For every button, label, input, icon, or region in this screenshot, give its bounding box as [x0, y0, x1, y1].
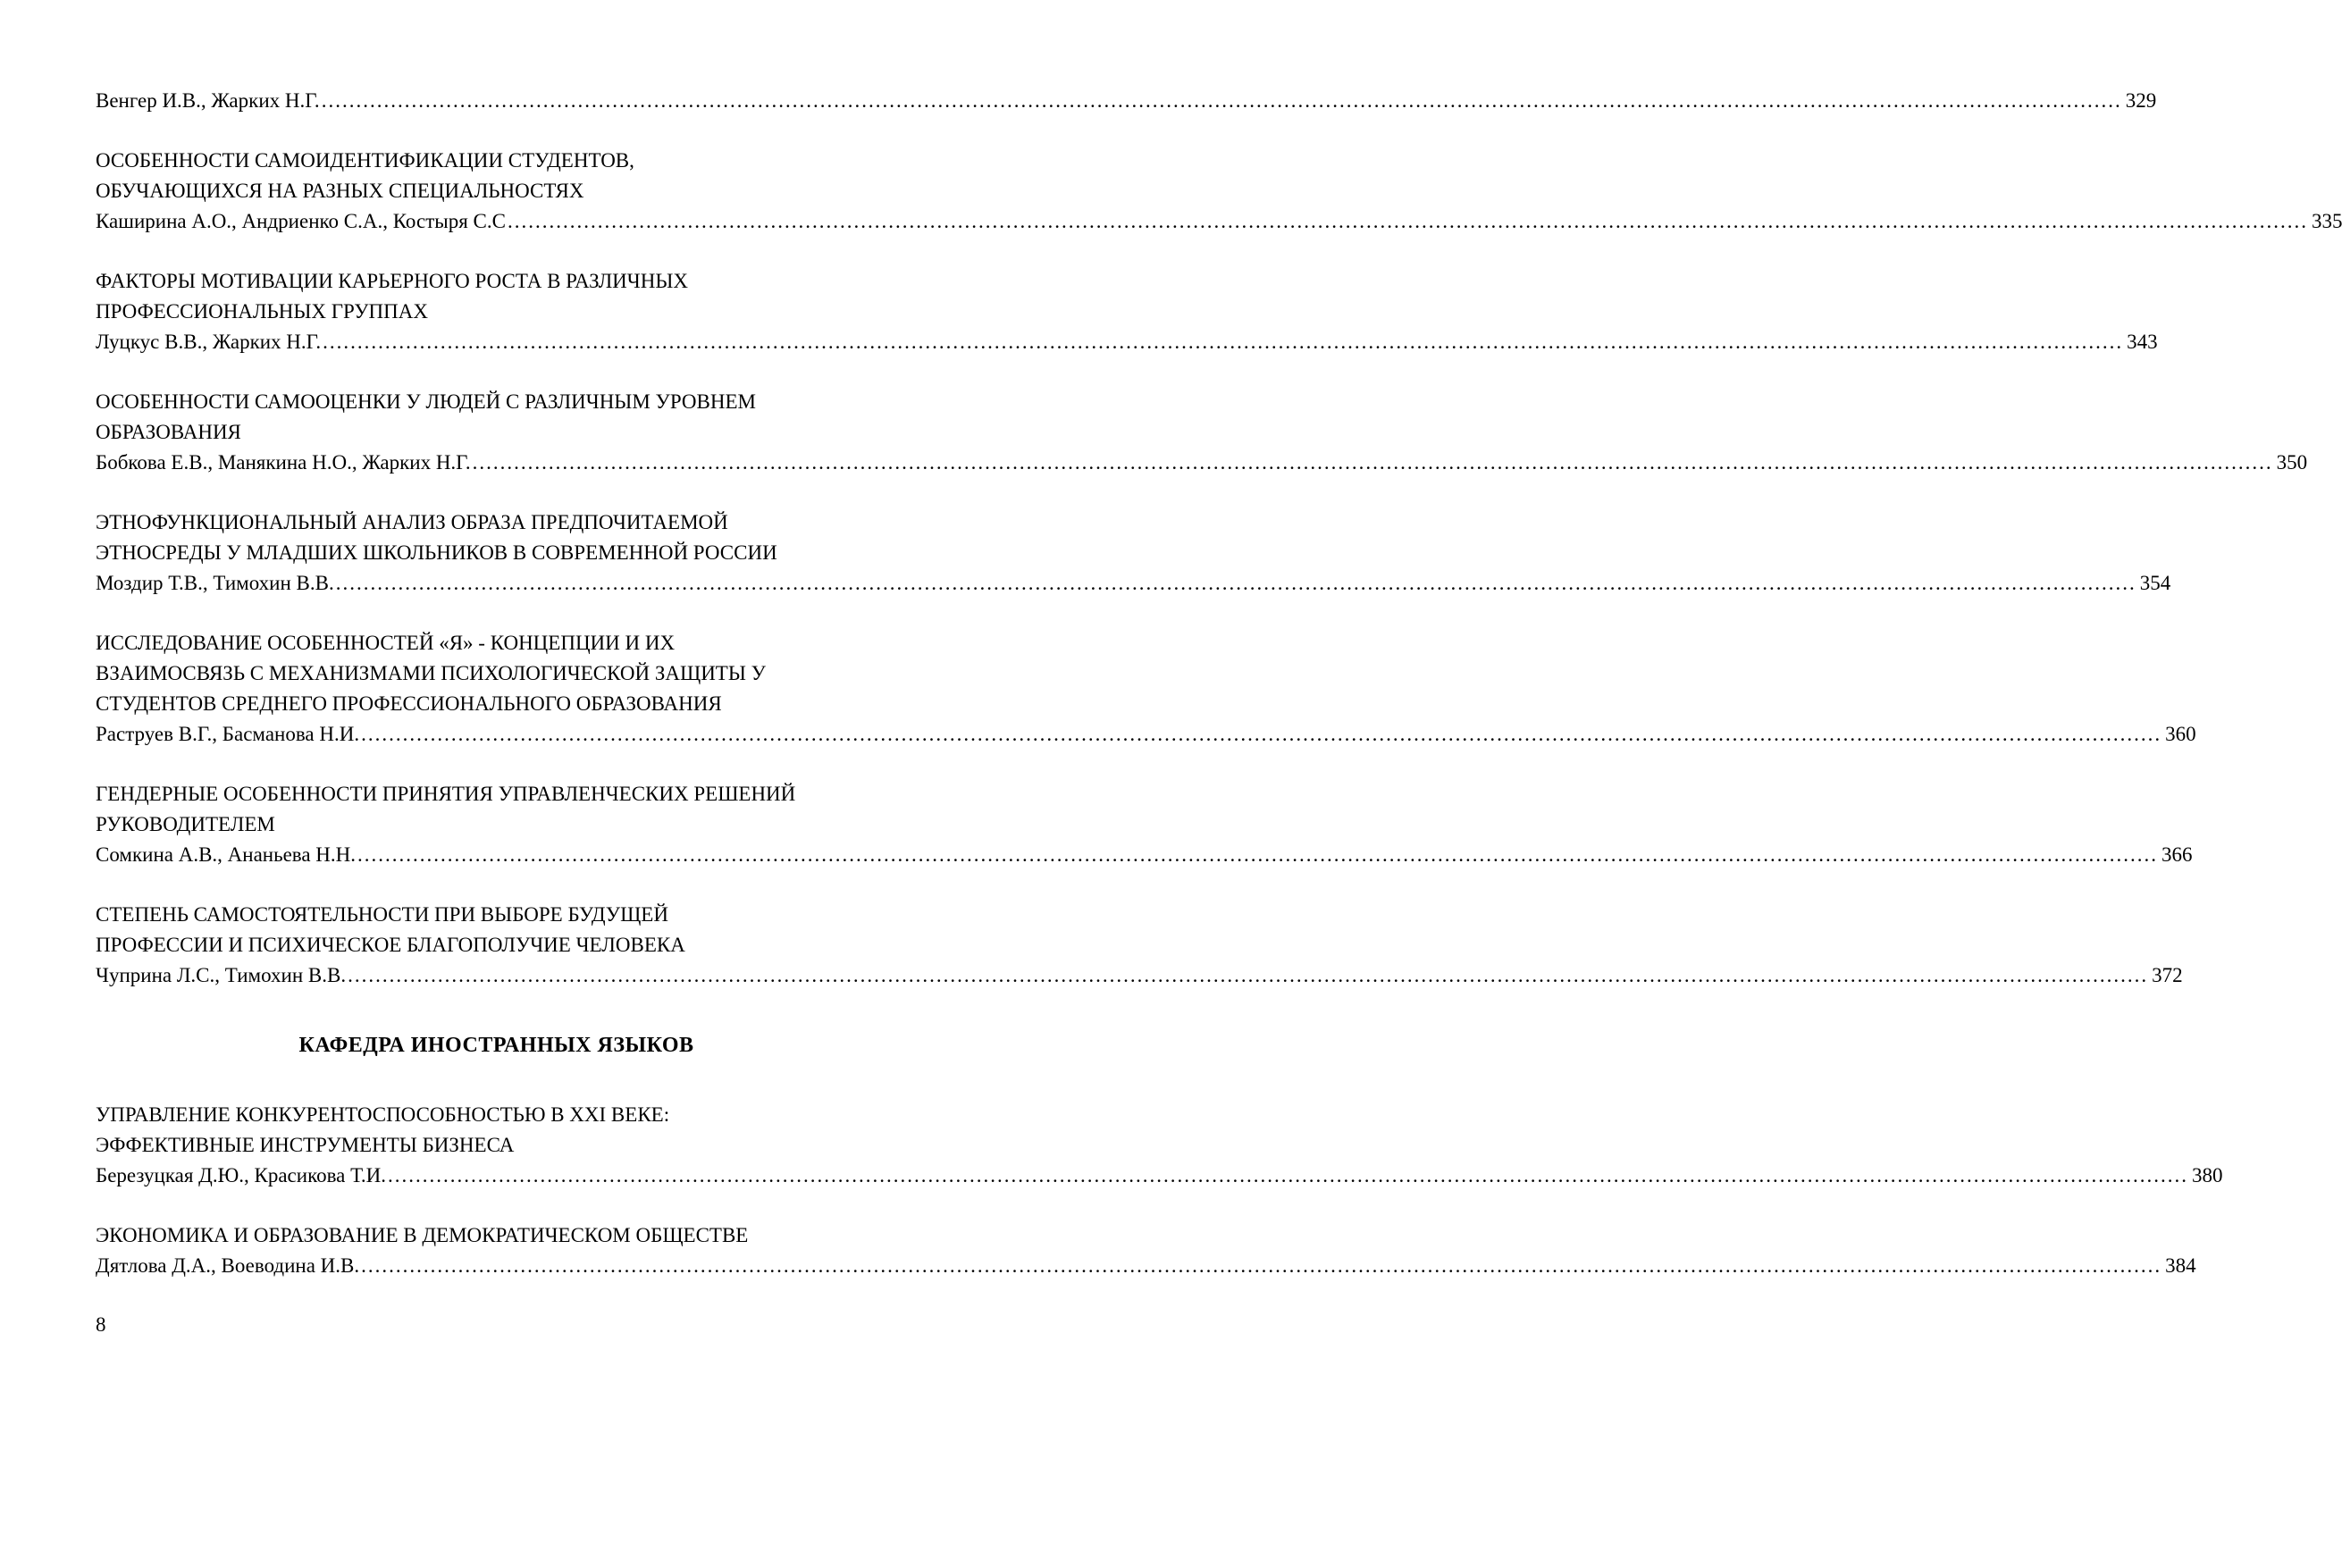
entry-title: ГЕНДЕРНЫЕ ОСОБЕННОСТИ ПРИНЯТИЯ УПРАВЛЕНЧЕСКИХ РЕШЕНИЙ РУКОВОДИТЕЛЕМ [96, 783, 796, 835]
entry-authors-line [96, 960, 2183, 991]
entry-page-number: 343 [2127, 331, 2158, 353]
toc-entry [96, 146, 2342, 237]
entry-authors-line [96, 568, 2171, 599]
entry-authors-line [96, 206, 2342, 237]
entry-authors: Луцкус В.В., Жарких Н.Г. [96, 331, 322, 353]
toc-entry [96, 266, 2158, 357]
leader-dots: .................................................................................................................................................................................................................................................................... [357, 843, 2159, 866]
leader-dots: .................................................................................................................................................................................................................................................................... [472, 451, 2273, 474]
entry-page-number: 335 [2311, 210, 2342, 232]
leader-dots: .................................................................................................................................................................................................................................................................... [335, 572, 2136, 594]
toc-entry [96, 507, 2171, 599]
entry-authors: Дятлова Д.А., Воеводина И.В. [96, 1254, 360, 1277]
leader-dots: .................................................................................................................................................................................................................................................................... [323, 331, 2124, 353]
entry-page-number: 350 [2276, 451, 2308, 474]
entry-title: ЭКОНОМИКА И ОБРАЗОВАНИЕ В ДЕМОКРАТИЧЕСКОМ ОБЩЕСТВЕ [96, 1224, 749, 1246]
toc-entry [96, 900, 2183, 991]
entry-authors-line [96, 448, 2308, 478]
leader-dots: .................................................................................................................................................................................................................................................................... [387, 1164, 2188, 1186]
leader-dots: .................................................................................................................................................................................................................................................................... [507, 210, 2308, 232]
entry-title: УПРАВЛЕНИЕ КОНКУРЕНТОСПОСОБНОСТЬЮ В XXI ВЕКЕ: ЭФФЕКТИВНЫЕ ИНСТРУМЕНТЫ БИЗНЕСА [96, 1103, 670, 1156]
toc-entry [96, 86, 2157, 116]
entry-title: ИССЛЕДОВАНИЕ ОСОБЕННОСТЕЙ «Я» - КОНЦЕПЦИИ И ИХ ВЗАИМОСВЯЗЬ С МЕХАНИЗМАМИ ПСИХОЛОГИЧЕСКОЙ ЗАЩИТЫ У СТУДЕНТОВ СРЕДНЕГО ПРОФЕССИОНАЛЬНОГО ОБРАЗОВАНИЯ [96, 632, 766, 715]
entry-title: СТЕПЕНЬ САМОСТОЯТЕЛЬНОСТИ ПРИ ВЫБОРЕ БУДУЩЕЙ ПРОФЕССИИ И ПСИХИЧЕСКОЕ БЛАГОПОЛУЧИЕ ЧЕЛОВЕКА [96, 903, 685, 956]
entry-page-number: 329 [2125, 89, 2157, 112]
entry-page-number: 366 [2162, 843, 2193, 866]
entry-authors: Каширина А.О., Андриенко С.А., Костыря С.С [96, 210, 506, 232]
toc-entry [96, 1220, 2196, 1281]
entry-title: ОСОБЕННОСТИ САМОИДЕНТИФИКАЦИИ СТУДЕНТОВ, ОБУЧАЮЩИХСЯ НА РАЗНЫХ СПЕЦИАЛЬНОСТЯХ [96, 149, 634, 202]
entry-authors-line [96, 719, 2196, 750]
entry-title: ФАКТОРЫ МОТИВАЦИИ КАРЬЕРНОГО РОСТА В РАЗЛИЧНЫХ ПРОФЕССИОНАЛЬНЫХ ГРУППАХ [96, 270, 689, 323]
entry-page-number: 354 [2139, 572, 2171, 594]
leader-dots: .................................................................................................................................................................................................................................................................... [348, 964, 2149, 986]
entry-authors: Сомкина А.В., Ананьева Н.Н. [96, 843, 357, 866]
entry-page-number: 384 [2165, 1254, 2196, 1277]
leader-dots: .................................................................................................................................................................................................................................................................... [321, 89, 2122, 112]
entry-page-number: 372 [2152, 964, 2183, 986]
entry-authors-line [96, 840, 2193, 870]
entry-authors: Бобкова Е.В., Манякина Н.О., Жарких Н.Г. [96, 451, 471, 474]
entry-authors: Березуцкая Д.Ю., Красикова Т.И. [96, 1164, 386, 1186]
entry-authors: Моздир Т.В., Тимохин В.В. [96, 572, 334, 594]
entry-authors: Венгер И.В., Жарких Н.Г. [96, 89, 320, 112]
entry-authors: Чуприна Л.С., Тимохин В.В. [96, 964, 347, 986]
leader-dots: .................................................................................................................................................................................................................................................................... [361, 1254, 2162, 1277]
entry-authors-line [96, 1161, 2223, 1191]
toc-list [96, 86, 2342, 1311]
entry-title: ЭТНОФУНКЦИОНАЛЬНЫЙ АНАЛИЗ ОБРАЗА ПРЕДПОЧИТАЕМОЙ ЭТНОСРЕДЫ У МЛАДШИХ ШКОЛЬНИКОВ В СОВРЕМЕННОЙ РОССИИ [96, 511, 777, 564]
entry-page-number: 380 [2191, 1164, 2223, 1186]
toc-entry [96, 1100, 2223, 1191]
entry-authors-line [96, 327, 2158, 357]
toc-entry [96, 628, 2196, 750]
toc-entry [96, 779, 2193, 870]
entry-title: ОСОБЕННОСТИ САМООЦЕНКИ У ЛЮДЕЙ С РАЗЛИЧНЫМ УРОВНЕМ ОБРАЗОВАНИЯ [96, 390, 756, 443]
entry-page-number: 360 [2165, 723, 2196, 745]
leader-dots: .................................................................................................................................................................................................................................................................... [361, 723, 2162, 745]
entry-authors-line [96, 86, 2157, 116]
section-heading: КАФЕДРА ИНОСТРАННЫХ ЯЗЫКОВ [298, 1034, 694, 1057]
entry-authors: Раструев В.Г., Басманова Н.И. [96, 723, 360, 745]
page-number: 8 [96, 1313, 106, 1336]
entry-authors-line [96, 1251, 2196, 1281]
toc-entry [96, 387, 2308, 478]
